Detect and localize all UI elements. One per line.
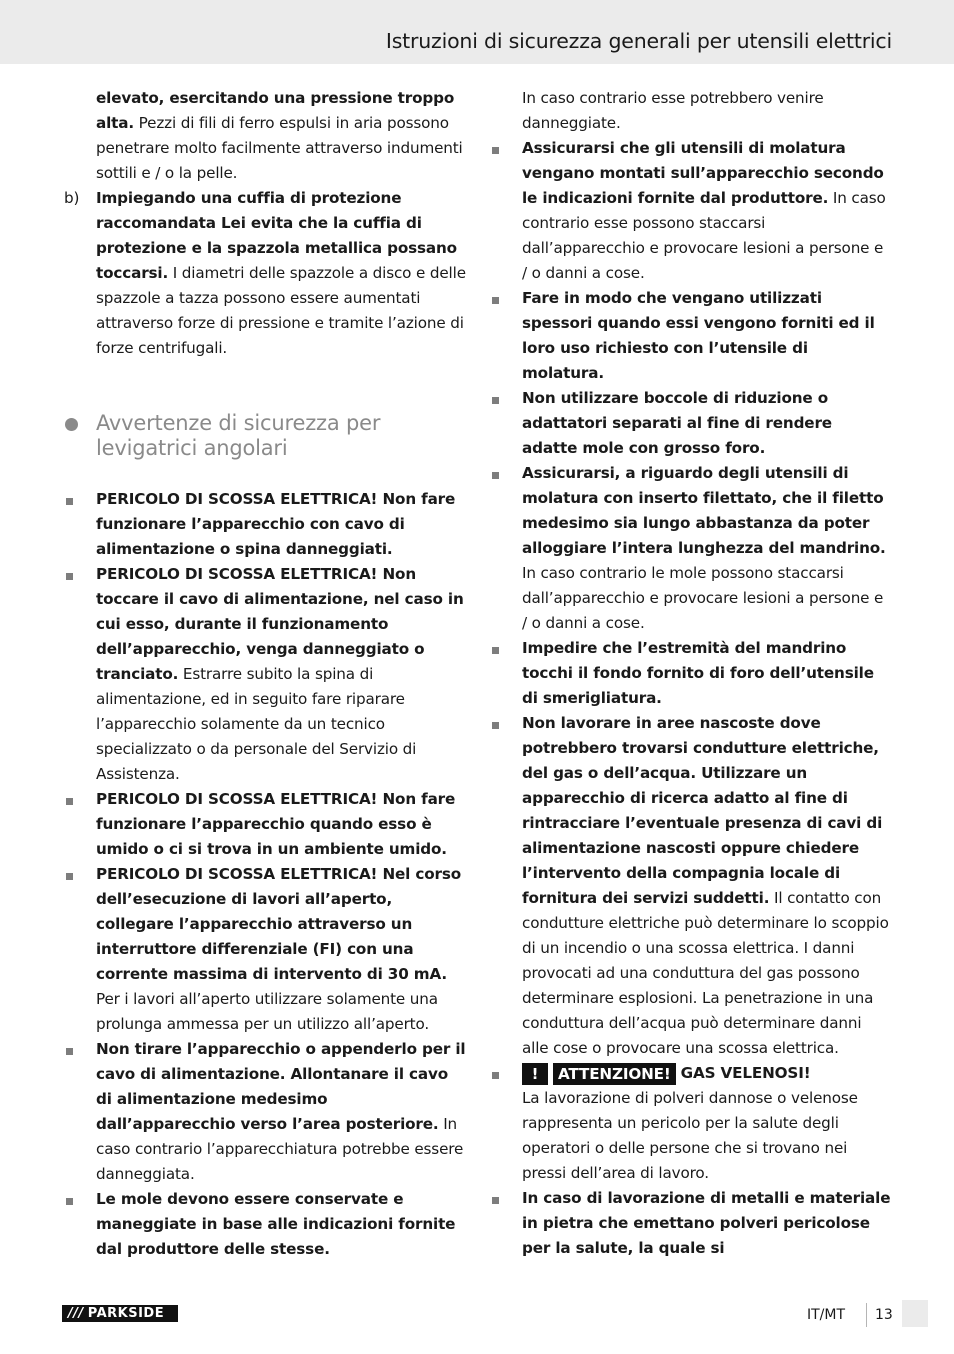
warning-item	[488, 1061, 892, 1186]
bullet-bold: PERICOLO DI SCOSSA ELETTRICA! Non fare funzionare l’apparecchio quando esso è umido o ci si trova in un ambiente umido.	[96, 790, 456, 858]
square-bullet-icon	[66, 1198, 73, 1205]
logo-text: PARKSIDE	[87, 1306, 165, 1321]
list-item	[62, 787, 466, 862]
square-bullet-icon	[492, 147, 499, 154]
bullet-bold: Impedire che l’estremità del mandrino tocchi il fondo fornito di foro dell’utensile di smerigliatura.	[522, 639, 874, 707]
bullet-bold: Le mole devono essere conservate e maneggiate in base alle indicazioni fornite dal produttore delle stesse.	[96, 1190, 456, 1258]
warning-label: GAS VELENOSI!	[680, 1064, 811, 1082]
intro-paragraph	[62, 86, 466, 186]
warning-line	[522, 1061, 892, 1086]
warning-text: La lavorazione di polveri dannose o velenose rappresenta un pericolo per la salute degli operatori o delle persone che si trovano nei pressi dell’area di lavoro.	[522, 1089, 858, 1182]
continuation-text: In caso contrario esse potrebbero venire danneggiate.	[522, 89, 824, 132]
logo-slashes: ///	[68, 1306, 84, 1321]
square-bullet-icon	[66, 1048, 73, 1055]
intro-text: Pezzi di fili di ferro espulsi in aria possono penetrare molto facilmente attraverso indumenti sottili e / o la pelle.	[96, 114, 463, 182]
list-item	[62, 1187, 466, 1262]
square-bullet-icon	[66, 498, 73, 505]
warning-triangle-icon: !	[522, 1063, 548, 1085]
intro-bold: elevato, esercitando una pressione troppo alta.	[96, 89, 455, 132]
language-code: IT/MT	[807, 1307, 846, 1323]
bullet-bold: Fare in modo che vengano utilizzati spessori quando essi vengono forniti ed il loro uso richiesto con l’utensile di molatura.	[522, 289, 875, 382]
bullet-text: Il contatto con condutture elettriche può determinare lo scoppio di un incendio o una scossa elettrica. I danni provocati ad una conduttura del gas possono determinare esplosioni. La penetrazione in una conduttura dell’acqua può determinare danni alle cose o provocare una scossa elettrica.	[522, 889, 889, 1057]
square-bullet-icon	[492, 722, 499, 729]
square-bullet-icon	[66, 798, 73, 805]
bullet-text: In caso contrario esse possono staccarsi dall’apparecchio e provocare lesioni a persone e / o danni a cose.	[522, 189, 886, 282]
item-b	[62, 186, 466, 361]
bullet-text: In caso contrario l’apparecchiatura potrebbe essere danneggiata.	[96, 1115, 464, 1183]
bullet-bold: Assicurarsi che gli utensili di molatura vengano montati sull’apparecchio secondo le indicazioni fornite dal produttore.	[522, 139, 884, 207]
footer-divider	[866, 1303, 867, 1327]
page-header	[0, 0, 954, 64]
list-item	[488, 286, 892, 386]
bullet-bold: Non utilizzare boccole di riduzione o adattatori separati al fine di rendere adatte mole con grosso foro.	[522, 389, 832, 457]
item-b-marker: b)	[64, 189, 80, 207]
list-item	[488, 636, 892, 711]
continuation-paragraph	[488, 86, 892, 136]
bullet-bold: In caso di lavorazione di metalli e materiale in pietra che emettano polveri pericolose per la salute, la quale si	[522, 1189, 891, 1257]
bullet-bold: Non tirare l’apparecchio o appenderlo per il cavo di alimentazione. Allontanare il cavo di alimentazione medesimo dall’apparecchio verso l’area posteriore.	[96, 1040, 466, 1133]
square-bullet-icon	[492, 1072, 499, 1079]
warning-badge: ATTENZIONE!	[553, 1063, 676, 1085]
bullet-text: In caso contrario le mole possono staccarsi dall’apparecchio e provocare lesioni a persone e / o danni a cose.	[522, 564, 884, 632]
parkside-logo	[62, 1305, 178, 1322]
square-bullet-icon	[492, 297, 499, 304]
list-item	[488, 136, 892, 286]
list-item	[62, 487, 466, 562]
bullet-bold: Non lavorare in aree nascoste dove potrebbero trovarsi condutture elettriche, del gas o dell’acqua. Utilizzare un apparecchio di ricerca adatto al fine di rintracciare l’eventuale presenza di cavi di alimentazione nascosti oppure chiedere l’intervento della compagnia locale di fornitura dei servizi suddetti.	[522, 714, 883, 907]
square-bullet-icon	[66, 873, 73, 880]
square-bullet-icon	[66, 573, 73, 580]
square-bullet-icon	[492, 647, 499, 654]
page-title: Istruzioni di sicurezza generali per utensili elettrici	[385, 29, 892, 53]
heading-bullet-icon	[65, 418, 78, 431]
list-item	[62, 1037, 466, 1187]
page-number: 13	[875, 1307, 893, 1323]
bullet-text: Per i lavori all’aperto utilizzare solamente una prolunga ammessa per un utilizzo all’aperto.	[96, 990, 438, 1033]
right-column	[488, 86, 892, 1261]
list-item	[488, 1186, 892, 1261]
section-heading	[62, 411, 466, 461]
item-b-bold: Impiegando una cuffia di protezione raccomandata Lei evita che la cuffia di protezione e la spazzola metallica possano toccarsi.	[96, 189, 457, 282]
square-bullet-icon	[492, 472, 499, 479]
bullet-bold: Assicurarsi, a riguardo degli utensili di molatura con inserto filettato, che il filetto medesimo sia lungo abbastanza da poter alloggiare l’intera lunghezza del mandrino.	[522, 464, 886, 557]
bullet-bold: PERICOLO DI SCOSSA ELETTRICA! Nel corso dell’esecuzione di lavori all’aperto, collegare l’apparecchio attraverso un interruttore differenziale (FI) con una corrente massima di intervento di 30 mA.	[96, 865, 462, 983]
section-heading-text: Avvertenze di sicurezza per levigatrici angolari	[96, 411, 381, 460]
square-bullet-icon	[492, 1197, 499, 1204]
footer-tab	[902, 1300, 928, 1327]
item-b-text: I diametri delle spazzole a disco e delle spazzole a tazza possono essere aumentati attraverso forze di pressione e tramite l’azione di forze centrifugali.	[96, 264, 466, 357]
left-column	[62, 86, 466, 1262]
bullet-bold: PERICOLO DI SCOSSA ELETTRICA! Non toccare il cavo di alimentazione, nel caso in cui esso, durante il funzionamento dell’apparecchio, venga danneggiato o tranciato.	[96, 565, 464, 683]
list-item	[488, 711, 892, 1061]
list-item	[62, 562, 466, 787]
list-item	[488, 461, 892, 636]
square-bullet-icon	[492, 397, 499, 404]
bullet-text: Estrarre subito la spina di alimentazione, ed in seguito fare riparare l’apparecchio solamente da un tecnico specializzato o da personale del Servizio di Assistenza.	[96, 665, 417, 783]
list-item	[488, 386, 892, 461]
bullet-bold: PERICOLO DI SCOSSA ELETTRICA! Non fare funzionare l’apparecchio con cavo di alimentazione o spina danneggiati.	[96, 490, 456, 558]
list-item	[62, 862, 466, 1037]
